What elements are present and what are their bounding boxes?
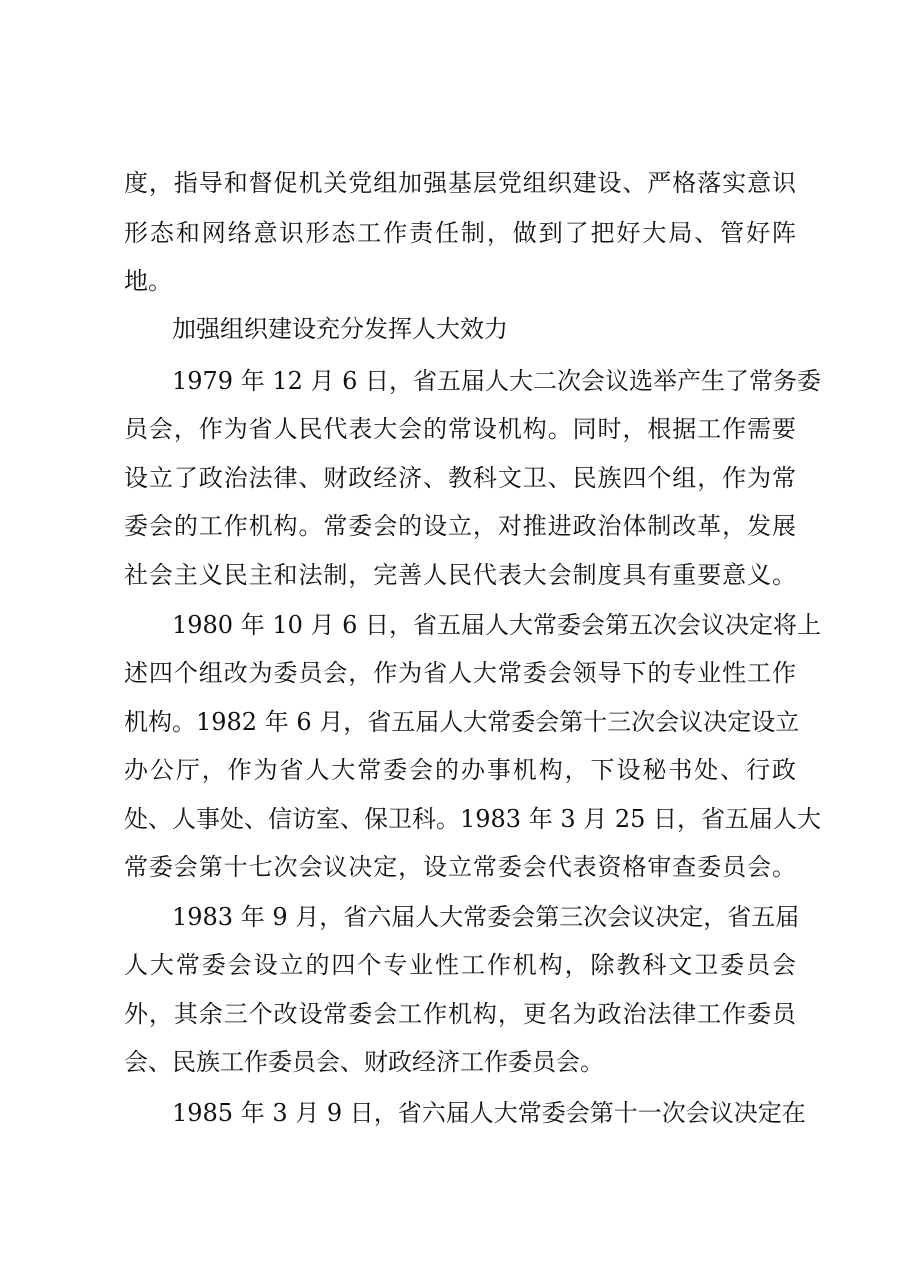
text-line: 委会的工作机构。常委会的设立，对推进政治体制改革，发展 — [124, 512, 796, 540]
text-line: 人大常委会设立的四个专业性工作机构，除教科文卫委员会 — [124, 951, 796, 979]
text-line: 会、民族工作委员会、财政经济工作委员会。 — [124, 1048, 604, 1076]
text-line: 1985 年 3 月 9 日，省六届人大常委会第十一次会议决定在 — [172, 1099, 806, 1127]
section-heading: 加强组织建设充分发挥人大效力 — [172, 315, 508, 343]
text-line: 社会主义民主和法制，完善人民代表大会制度具有重要意义。 — [124, 561, 796, 589]
text-line: 机构。1982 年 6 月，省五届人大常委会第十三次会议决定设立 — [124, 708, 800, 736]
text-line: 述四个组改为委员会，作为省人大常委会领导下的专业性工作 — [124, 659, 796, 687]
text-line: 常委会第十七次会议决定，设立常委会代表资格审查委员会。 — [124, 853, 796, 881]
text-line: 办公厅，作为省人大常委会的办事机构，下设秘书处、行政 — [124, 756, 796, 784]
text-line: 1979 年 12 月 6 日，省五届人大二次会议选举产生了常务委 — [172, 367, 822, 395]
text-line: 度，指导和督促机关党组加强基层党组织建设、严格落实意识 — [124, 169, 796, 197]
text-line: 1980 年 10 月 6 日，省五届人大常委会第五次会议决定将上 — [172, 611, 822, 639]
text-line: 处、人事处、信访室、保卫科。1983 年 3 月 25 日，省五届人大 — [124, 805, 822, 833]
text-line: 地。 — [124, 267, 172, 295]
text-line: 设立了政治法律、财政经济、教科文卫、民族四个组，作为常 — [124, 464, 796, 492]
text-line: 外，其余三个改设常委会工作机构，更名为政治法律工作委员 — [124, 1000, 796, 1028]
text-line: 形态和网络意识形态工作责任制，做到了把好大局、管好阵 — [124, 219, 796, 247]
text-line: 员会，作为省人民代表大会的常设机构。同时，根据工作需要 — [124, 415, 796, 443]
text-line: 1983 年 9 月，省六届人大常委会第三次会议决定，省五届 — [172, 903, 800, 931]
